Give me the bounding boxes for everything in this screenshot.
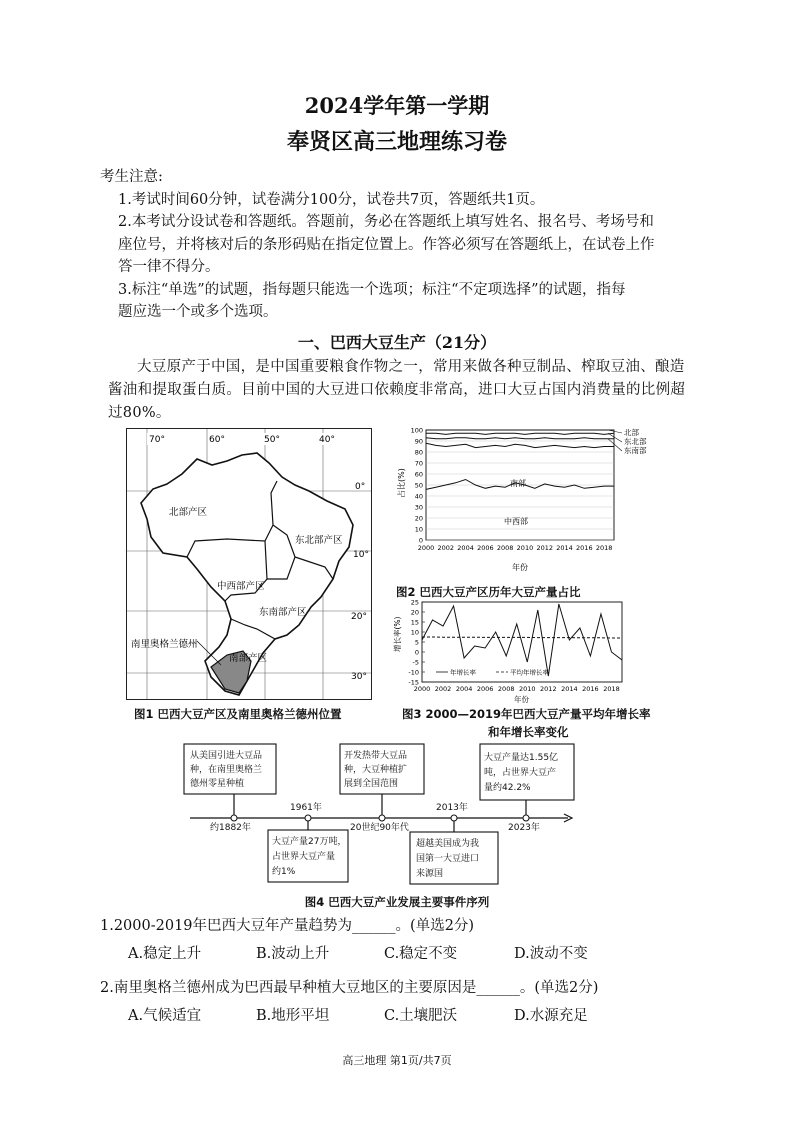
chart2-legend-label: 东南部 [624,446,647,455]
exam-term-title: 2024学年第一学期 [304,93,490,118]
chart2-ytick-label: 30 [414,503,423,512]
chart3-legend-label-average: 平均年增长率 [510,668,549,677]
chart2-xtick-label: 2008 [496,544,514,552]
notice-item-2c: 答一律不得分。 [118,259,220,275]
chart2-ytick-label: 70 [414,459,423,468]
chart2-ytick-label: 60 [414,470,423,479]
chart2-ylabel: 占比(%) [397,468,406,498]
chart3-ytick-label: 20 [410,608,419,617]
notice-item-2a: 2.本考试分设试卷和答题纸。答题前，务必在答题纸上填写姓名、报名号、考场号和 [118,214,654,230]
lat-label-10: 10° [353,550,369,560]
box4-line2: 占世界大豆产量 [272,852,336,862]
chart2-ytick-label: 50 [414,481,423,490]
page-footer: 高三地理 第1页/共7页 [342,1054,452,1067]
box5-line1: 超越美国成为我 [416,839,480,849]
chart3-legend-label-annual: 年增长率 [450,668,476,677]
box1-line2: 种，在南里奥格兰 [190,765,263,775]
box5-line2: 国第一大豆进口 [416,854,480,864]
chart3-xtick-label: 2002 [434,685,452,693]
chart2-ytick-label: 0 [418,536,423,545]
date-1882: 约1882年 [210,823,251,833]
question-2-stem: 2.南里奥格兰德州成为巴西最早种植大豆地区的主要原因是______。(单选2分) [100,980,599,996]
q2-option-d[interactable]: D.水源充足 [514,1008,588,1024]
chart3-ylabel: 增长率(%) [393,616,402,652]
date-2023: 2023年 [508,823,540,833]
chart3-ytick-label: 0 [414,648,419,657]
figure-4-caption: 图4 巴西大豆产业发展主要事件序列 [304,895,490,909]
lon-label-50: 50° [264,435,280,445]
chart3-xtick-label: 2012 [540,685,557,693]
chart2-xlabel: 年份 [512,563,528,572]
question-1-stem: 1.2000-2019年巴西大豆年产量趋势为______。(单选2分) [100,918,475,934]
box3-line2: 吨，占世界大豆产 [484,768,557,778]
exam-notice [100,166,700,324]
chart2-legend-label: 东北部 [624,437,647,446]
section-title: 一、巴西大豆生产（21分） [297,333,497,352]
box2-line2: 种，大豆种植扩 [344,765,408,775]
region-label-centralwest: 中西部产区 [217,581,265,592]
chart2-xtick-label: 2016 [576,544,593,552]
exam-subject-title: 奉贤区高三地理练习卷 [286,129,507,155]
box1-line3: 德州零星种植 [190,779,245,789]
q1-option-a[interactable]: A.稳定上升 [128,946,202,962]
chart2-xtick-label: 2018 [595,544,613,552]
date-1990s: 20世纪90年代 [350,823,409,833]
chart3-ytick-label: 5 [414,638,419,647]
box5-line3: 来源国 [416,869,444,879]
lon-label-60: 60° [209,435,225,445]
chart3-ytick-label: 25 [410,600,419,607]
chart3-xtick-label: 2000 [413,685,431,693]
chart3-xtick-label: 2018 [603,685,620,693]
date-2013: 2013年 [436,803,468,813]
chart2-inner-label-centralwest: 中西部 [504,517,528,526]
box2-line3: 展到全国范围 [344,779,399,789]
chart3-xtick-label: 2010 [518,685,536,693]
figure-1-caption: 图1 巴西大豆产区及南里奥格兰德州位置 [134,707,342,721]
chart2-ytick-label: 20 [414,514,423,523]
chart2-ytick-label: 90 [414,437,423,446]
chart2-xtick-label: 2010 [516,544,534,552]
lon-label-70: 70° [149,435,165,445]
q1-option-b[interactable]: B.波动上升 [256,946,330,962]
chart2-ytick-label: 40 [414,492,423,501]
figure-3-caption-line1: 图3 2000—2019年巴西大豆产量平均年增长率 [402,707,651,721]
chart2-xtick-label: 2004 [457,544,474,552]
q2-option-c[interactable]: C.土壤肥沃 [384,1008,458,1024]
chart2-ytick-label: 80 [414,448,423,457]
chart2-xtick-label: 2006 [477,544,494,552]
chart2-ytick-label: 10 [414,525,423,534]
chart2-xtick-label: 2014 [556,544,573,552]
chart2-xtick-label: 2012 [536,544,554,552]
section-intro: 大豆原产于中国，是中国重要粮食作物之一，常用来做各种豆制品、榨取豆油、酿造酱油和提取蛋白质。目前中国的大豆进口依赖度非常高，进口大豆占国内消费量的比例超过80%。 [108,359,686,421]
date-1961: 1961年 [290,803,322,813]
q2-option-a[interactable]: A.气候适宜 [128,1008,202,1024]
figure-4-timeline [180,740,580,892]
chart3-xlabel: 年份 [514,695,529,704]
figure-2-caption: 图2 巴西大豆产区历年大豆产量占比 [396,585,581,599]
chart3-xtick-label: 2004 [455,685,473,693]
region-label-north: 北部产区 [169,507,208,518]
notice-heading: 考生注意: [100,169,163,185]
box3-line3: 量约42.2% [484,783,531,793]
lat-label-30: 30° [351,672,367,682]
box1-line1: 从美国引进大豆品 [190,751,263,761]
chart3-ytick-label: 10 [410,628,419,637]
notice-item-1: 1.考试时间60分钟，试卷满分100分，试卷共7页，答题纸共1页。 [118,191,545,208]
q1-option-c[interactable]: C.稳定不变 [384,946,458,962]
region-label-south: 南部产区 [229,653,268,664]
chart2-ytick-label: 100 [410,426,423,435]
lat-label-0: 0° [355,482,366,492]
chart3-xtick-label: 2008 [497,685,515,693]
lat-label-20: 20° [351,612,367,622]
figure-3-growth-chart [392,600,664,704]
box2-line1: 开发热带大豆品 [344,751,408,761]
notice-item-2b: 座位号，并将核对后的条形码贴在指定位置上。作答必须写在答题纸上，在试卷上作 [118,236,655,253]
chart3-xtick-label: 2016 [582,685,599,693]
region-label-northeast: 东北部产区 [295,535,343,546]
chart2-xtick-label: 2000 [417,544,435,552]
brazil-map [127,429,371,699]
figure-2-share-chart [392,424,664,582]
chart3-ytick-label: 15 [410,618,419,627]
lon-label-40: 40° [319,435,335,445]
q1-option-d[interactable]: D.波动不变 [514,946,588,962]
chart3-ytick-label: -5 [412,658,419,667]
notice-item-3a: 3.标注“单选”的试题，指每题只能选一个选项；标注“不定项选择”的试题，指每 [118,281,626,298]
box4-line3: 约1% [272,867,296,877]
chart3-xtick-label: 2006 [476,685,494,693]
region-label-rgs: 南里奥格兰德州 [131,639,198,650]
figure-1-map [126,428,372,700]
chart2-inner-label-south: 南部 [510,479,526,488]
figure-3-caption-line2: 和年增长率变化 [488,725,569,739]
chart3-xtick-label: 2014 [561,685,578,693]
box3-line1: 大豆产量达1.55亿 [484,753,559,763]
box4-line1: 大豆产量27万吨， [272,837,347,847]
chart2-legend-label: 北部 [624,428,639,437]
chart3-ytick-label: -10 [408,668,419,677]
region-label-southeast: 东南部产区 [259,607,307,618]
chart2-xtick-label: 2002 [437,544,455,552]
q2-option-b[interactable]: B.地形平坦 [256,1008,330,1024]
notice-item-3b: 题应选一个或多个选项。 [118,304,278,320]
chart3-ytick-label: -15 [408,678,419,687]
